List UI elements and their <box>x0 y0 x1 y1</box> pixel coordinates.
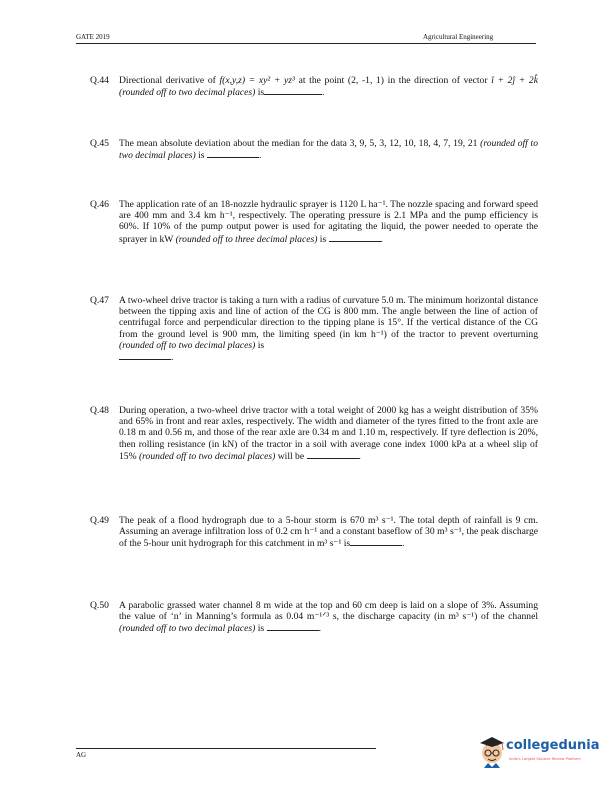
rounding-instruction: (rounded off to three decimal places) <box>175 233 318 245</box>
question-45 <box>90 138 538 161</box>
question-46 <box>90 199 538 245</box>
question-number: Q.44 <box>90 75 109 86</box>
question-text: The application rate of an 18-nozzle hydraulic sprayer is 1120 L ha⁻¹. The nozzle spacing and forward speed are 400 mm and 3.4 km h⁻¹, respectively. The operating pressure is 2.1 MPa and the pump efficiency is 60%. If 10% of the pump output power is used for agitating the liquid, the power needed to operate the sprayer in kW <box>119 199 538 245</box>
question-body: The application rate of an 18-nozzle hydraulic sprayer is 1120 L ha⁻¹. The nozzle spacing and forward speed are 400 mm and 3.4 km h⁻¹, respectively. The operating pressure is 2.1 MPa and the pump efficiency is 60%. If 10% of the pump output power is used for agitating the liquid, the power needed to operate the sprayer in kW (rounded off to three decimal places) is . <box>119 199 538 245</box>
question-body: The mean absolute deviation about the median for the data 3, 9, 5, 3, 12, 10, 18, 4, 7, 19, 21 (rounded off to two decimal places) is . <box>119 138 538 162</box>
question-body: The peak of a flood hydrograph due to a 5-hour storm is 670 m³ s⁻¹. The total depth of rainfall is 9 cm. Assuming an average infiltration loss of 0.2 cm h⁻¹ and a constant baseflow of 30 m³ s⁻¹, the peak discharge of the 5-hour unit hydrograph for this catchment in m³ s⁻¹ is . <box>119 515 538 550</box>
question-tail: is <box>255 623 265 635</box>
question-body: Directional derivative of f(x,y,z) = xy² + yz³ at the point (2, -1, 1) in the direction of vector î + 2ĵ + 2k̂ (rounded off to two decimal places) is . <box>119 75 538 99</box>
rounding-instruction: (rounded off to two decimal places) <box>119 87 256 99</box>
header-exam-name: GATE 2019 <box>76 33 110 41</box>
answer-blank <box>207 149 259 158</box>
question-number: Q.49 <box>90 515 109 526</box>
question-tail: is <box>255 87 265 99</box>
header-rule <box>76 43 536 44</box>
question-body: During operation, a two-wheel drive tractor with a total weight of 2000 kg has a weight distribution of 35% and 65% in front and rear axles, respectively. The width and diameter of the tyres fitted to the front axle are 0.18 m and 0.56 m, and those of the rear axle are 0.34 m and 1.10 m, respectively. If tyre deflection is 20%, then rolling resistance (in kN) of the tractor in a soil with average cone index 1000 kPa at a wheel slip of 15% (rounded off to two decimal places) will be . <box>119 405 538 462</box>
question-number: Q.46 <box>90 199 109 210</box>
question-tail: will be <box>275 450 305 462</box>
brand-tagline: India's Largest Student Review Platform <box>509 757 581 761</box>
question-text: The peak of a flood hydrograph due to a 5-hour storm is 670 m³ s⁻¹. The total depth of rainfall is 9 cm. Assuming an average infiltration loss of 0.2 cm h⁻¹ and a constant baseflow of 30 m³ s⁻¹, the peak discharge of the 5-hour unit hydrograph for this catchment in m³ s⁻¹ is <box>119 515 538 550</box>
answer-blank <box>329 233 381 242</box>
answer-blank <box>307 450 359 459</box>
rounding-instruction: (rounded off to two decimal places) <box>119 339 256 351</box>
question-44 <box>90 75 538 98</box>
question-text: During operation, a two-wheel drive tractor with a total weight of 2000 kg has a weight distribution of 35% and 65% in front and rear axles, respectively. The width and diameter of the tyres fitted to the front axle are 0.18 m and 0.56 m, and those of the rear axle are 0.34 m and 1.10 m, respectively. If tyre deflection is 20%, then rolling resistance (in kN) of the tractor in a soil with average cone index 1000 kPa at a wheel slip of 15% <box>119 405 538 462</box>
question-47 <box>90 295 538 363</box>
question-body: A parabolic grassed water channel 8 m wide at the top and 60 cm deep is laid on a slope of 3%. Assuming the value of ‘n’ in Manning’s formula as 0.04 m⁻¹ᐟ³ s, the discharge capacity (in m³ s⁻¹) of the channel (rounded off to two decimal places) is . <box>119 600 538 635</box>
function-expression: f(x,y,z) = xy² + yz³ <box>219 75 295 86</box>
question-48 <box>90 405 538 462</box>
question-49 <box>90 515 538 550</box>
question-text: A two-wheel drive tractor is taking a turn with a radius of curvature 5.0 m. The minimum horizontal distance between the tipping axis and line of action of the CG is 800 mm. The angle between the line of action of centrifugal force and perpendicular direction to the tipping plane is 15°. If the vertical distance of the CG from the ground level is 900 mm, the limiting speed (in km h⁻¹) of the tractor to prevent overturning <box>119 295 538 340</box>
rounding-instruction: (rounded off to two decimal places) <box>119 138 538 162</box>
vector-expression: î + 2ĵ + 2k̂ <box>491 75 538 86</box>
question-number: Q.48 <box>90 405 109 416</box>
question-tail: is <box>317 233 327 245</box>
answer-blank <box>350 537 402 546</box>
question-tail: is <box>195 150 205 162</box>
question-body: A two-wheel drive tractor is taking a turn with a radius of curvature 5.0 m. The minimum horizontal distance between the tipping axis and line of action of the CG is 800 mm. The angle between the line of action of centrifugal force and perpendicular direction to the tipping plane is 15°. If the vertical distance of the CG from the ground level is 900 mm, the limiting speed (in km h⁻¹) of the tractor to prevent overturning (rounded off to two decimal places) is . <box>119 295 538 364</box>
footer-rule <box>76 748 376 749</box>
question-text: at the point (2, -1, 1) in the direction of vector <box>294 75 492 86</box>
answer-blank <box>119 351 171 360</box>
answer-blank <box>267 622 319 631</box>
rounding-instruction: (rounded off to two decimal places) <box>138 450 276 462</box>
rounding-instruction: (rounded off to two decimal places) <box>119 623 256 635</box>
question-tail: is <box>255 339 265 351</box>
question-number: Q.45 <box>90 138 109 149</box>
question-50 <box>90 600 538 635</box>
student-mascot-icon <box>478 734 506 770</box>
question-text: The mean absolute deviation about the median for the data 3, 9, 5, 3, 12, 10, 18, 4, 7, 19, 21 <box>119 138 481 149</box>
question-text: Directional derivative of <box>119 75 220 86</box>
answer-blank <box>264 86 322 95</box>
question-number: Q.50 <box>90 600 109 611</box>
collegedunia-logo <box>478 734 598 774</box>
header-paper-name: Agricultural Engineering <box>423 33 494 41</box>
question-number: Q.47 <box>90 295 109 306</box>
brand-name: collegedunia <box>506 738 600 753</box>
footer-paper-code: AG <box>76 751 87 759</box>
question-text: A parabolic grassed water channel 8 m wide at the top and 60 cm deep is laid on a slope of 3%. Assuming the value of ‘n’ in Manning’s formula as 0.04 m⁻¹ᐟ³ s, the discharge capacity (in m³ s⁻¹) of the channel <box>119 600 538 623</box>
